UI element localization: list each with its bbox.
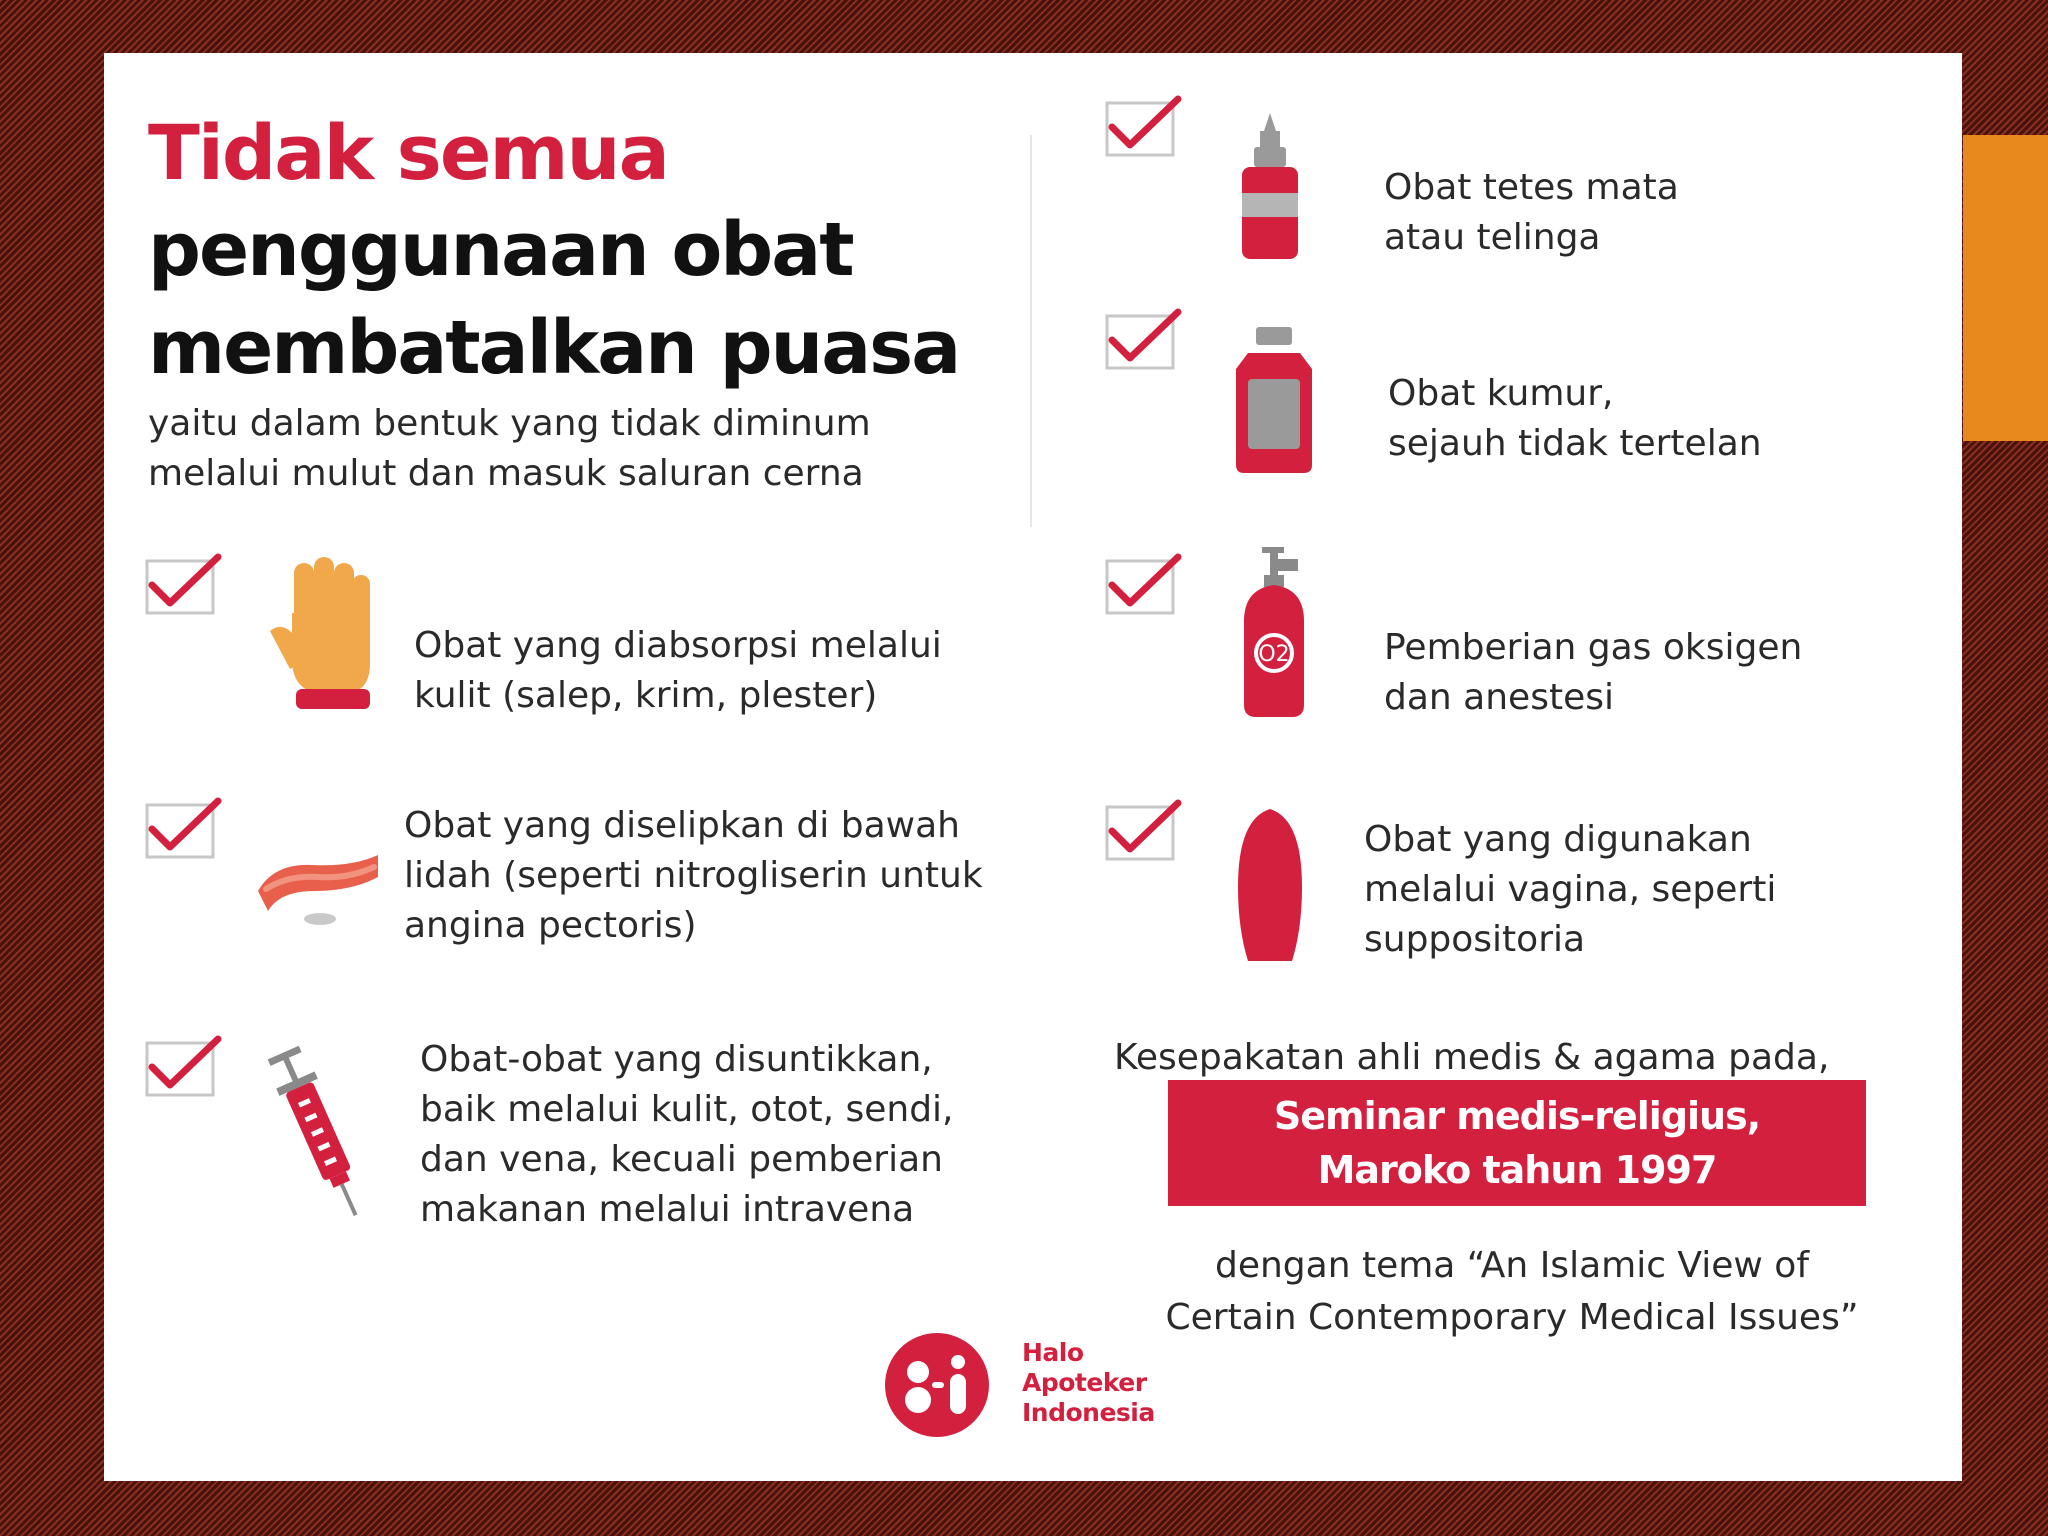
seminar-theme bbox=[1114, 1240, 1910, 1344]
checkmark-icon bbox=[1104, 551, 1184, 617]
theme-line-1: dengan tema “An Islamic View of bbox=[1214, 1245, 1810, 1286]
seminar-banner bbox=[1168, 1080, 1866, 1206]
checkmark-icon bbox=[1104, 93, 1184, 159]
item-vaginal-text: Obat yang digunakan melalui vagina, seperti suppositoria bbox=[1364, 819, 1777, 960]
hand-icon bbox=[260, 553, 380, 713]
oxygen-label: O2 bbox=[1258, 642, 1290, 667]
headline bbox=[148, 105, 959, 397]
checkmark-icon bbox=[1104, 306, 1184, 372]
suppository-icon bbox=[1230, 805, 1310, 969]
item-skin-absorption-text: Obat yang diabsorpsi melalui kulit (salep, krim, plester) bbox=[414, 625, 942, 716]
headline-line-3: membatalkan puasa bbox=[148, 305, 960, 391]
column-divider bbox=[1030, 135, 1032, 527]
logo-line-2: Apoteker bbox=[1022, 1368, 1147, 1397]
item-sublingual-text: Obat yang diselipkan di bawah lidah (seperti nitrogliserin untuk angina pectoris) bbox=[404, 805, 983, 946]
dropper-bottle-icon bbox=[1230, 111, 1310, 261]
halo-apoteker-logo-icon bbox=[882, 1330, 992, 1440]
subtitle-line-2: melalui mulut dan masuk saluran cerna bbox=[148, 453, 864, 494]
logo-line-3: Indonesia bbox=[1022, 1398, 1155, 1427]
subtitle bbox=[148, 399, 1048, 499]
orange-side-tab bbox=[1963, 135, 2048, 441]
checkmark-icon bbox=[144, 795, 224, 861]
subtitle-line-1: yaitu dalam bentuk yang tidak diminum bbox=[148, 403, 871, 444]
item-injection-text: Obat-obat yang disuntikkan, baik melalui kulit, otot, sendi, dan vena, kecuali pemberian makanan melalui intravena bbox=[420, 1039, 954, 1230]
item-oxygen-anesthesia-text: Pemberian gas oksigen dan anestesi bbox=[1384, 627, 1803, 718]
checkmark-icon bbox=[1104, 797, 1184, 863]
item-mouthwash-text: Obat kumur, sejauh tidak tertelan bbox=[1388, 373, 1762, 464]
consensus-text: Kesepakatan ahli medis & agama pada, bbox=[1114, 1037, 1830, 1078]
checkmark-icon bbox=[144, 551, 224, 617]
oxygen-tank-icon bbox=[1238, 545, 1318, 725]
item-eye-ear-drops-text: Obat tetes mata atau telinga bbox=[1384, 167, 1679, 258]
mouthwash-bottle-icon bbox=[1230, 325, 1320, 475]
syringe-icon bbox=[264, 1043, 374, 1223]
infographic-card bbox=[104, 53, 1962, 1481]
theme-line-2: Certain Contemporary Medical Issues” bbox=[1165, 1297, 1859, 1338]
headline-line-2: penggunaan obat bbox=[148, 207, 853, 293]
seminar-line-2: Maroko tahun 1997 bbox=[1317, 1148, 1717, 1192]
checkmark-icon bbox=[144, 1033, 224, 1099]
tongue-icon bbox=[254, 833, 384, 933]
seminar-line-1: Seminar medis-religius, bbox=[1273, 1094, 1761, 1138]
headline-line-1: Tidak semua bbox=[148, 108, 668, 197]
logo-line-1: Halo bbox=[1022, 1338, 1084, 1367]
logo-wordmark bbox=[1022, 1338, 1155, 1428]
